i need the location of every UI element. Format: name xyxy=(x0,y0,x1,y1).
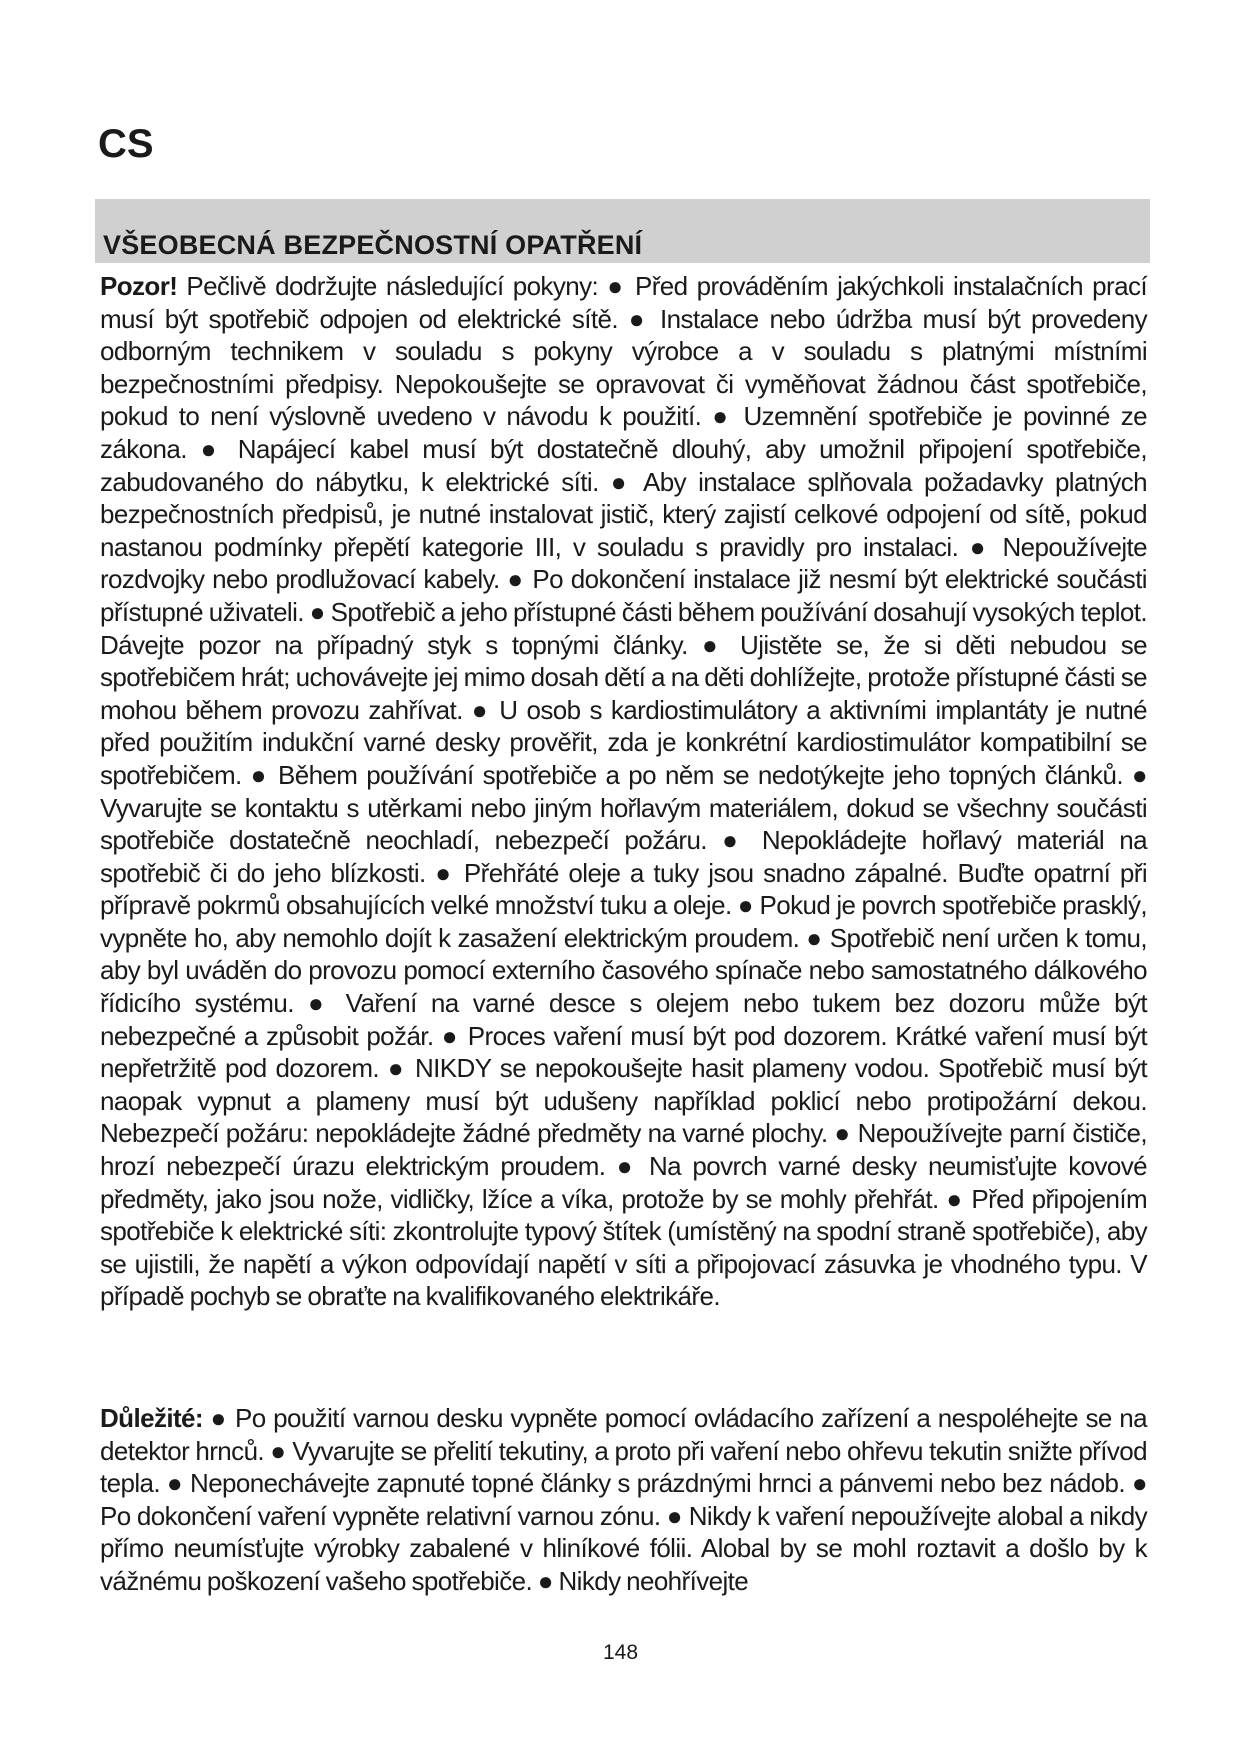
important-text: ● Po použití varnou desku vypněte pomocí ovládacího zařízení a nespoléhejte se na detektor hrnců. ● Vyvarujte se přelití tekutiny, a proto při vaření nebo ohřevu tekutin snižte přívod tepla. ● Neponechávejte zapnuté topné články s prázdnými hrnci a pánvemi nebo bez nádob. ● Po dokončení vaření vypněte relativní varnou zónu. ● Nikdy k vaření nepoužívejte alobal a nikdy přímo neumísťujte výrobky zabalené v hliníkové fólii. Alobal by se mohl roztavit a došlo by k vážnému poškození vašeho spotřebiče. ● Nikdy neohřívejte xyxy=(100,1403,1147,1596)
caution-text: Pečlivě dodržujte následující pokyny: ● Před prováděním jakýchkoli instalačních prací musí být spotřebič odpojen od elektrické sítě. ● Instalace nebo údržba musí být provedeny odborným technikem v souladu s pokyny výrobce a v souladu s platnými místními bezpečnostními předpisy. Nepokoušejte se opravovat či vyměňovat žádnou část spotřebiče, pokud to není výslovně uvedeno v návodu k použití. ● Uzemnění spotřebiče je povinné ze zákona. ● Napájecí kabel musí být dostatečně dlouhý, aby umožnil připojení spotřebiče, zabudovaného do nábytku, k elektrické síti. ● Aby instalace splňovala požadavky platných bezpečnostních předpisů, je nutné instalovat jistič, který zajistí celkové odpojení od sítě, pokud nastanou podmínky přepětí kategorie III, v souladu s pravidly pro instalaci. ● Nepoužívejte rozdvojky nebo prodlužovací kabely. ● Po dokončení instalace již nesmí být elektrické součásti přístupné uživateli. ● Spotřebič a jeho přístupné části během používání dosahují vysokých teplot. Dávejte pozor na případný styk s topnými články. ● Ujistěte se, že si děti nebudou se spotřebičem hrát; uchovávejte jej mimo dosah dětí a na děti dohlížejte, protože přístupné části se mohou během provozu zahřívat. ● U osob s kardiostimulátory a aktivními implantáty je nutné před použitím indukční varné desky prověřit, zda je konkrétní kardiostimulátor kompatibilní se spotřebičem. ● Během používání spotřebiče a po něm se nedotýkejte jeho topných článků. ● Vyvarujte se kontaktu s utěrkami nebo jiným hořlavým materiálem, dokud se všechny součásti spotřebiče dostatečně neochladí, nebezpečí požáru. ● Nepokládejte hořlavý materiál na spotřebič či do jeho blízkosti. ● Přehřáté oleje a tuky jsou snadno zápalné. Buďte opatrní při přípravě pokrmů obsahujících velké množství tuku a oleje. ● Pokud je povrch spotřebiče prasklý, vypněte ho, aby nemohlo dojít k zasažení elektrickým proudem. ● Spotřebič není určen k tomu, aby byl uváděn do provozu pomocí externího časového spínače nebo samostatného dálkového řídicího systému. ● Vaření na varné desce s olejem nebo tukem bez dozoru může být nebezpečné a způsobit požár. ● Proces vaření musí být pod dozorem. Krátké vaření musí být nepřetržitě pod dozorem. ● NIKDY se nepokoušejte hasit plameny vodou. Spotřebič musí být naopak vypnut a plameny musí být udušeny například poklicí nebo protipožární dekou. Nebezpečí požáru: nepokládejte žádné předměty na varné plochy. ● Nepoužívejte parní čističe, hrozí nebezpečí úrazu elektrickým proudem. ● Na povrch varné desky neumisťujte kovové předměty, jako jsou nože, vidličky, lžíce a víka, protože by se mohly přehřát. ● Před připojením spotřebiče k elektrické síti: zkontrolujte typový štítek (umístěný na spodní straně spotřebiče), aby se ujistili, že napětí a výkon odpovídají napětí v síti a připojovací zásuvka je vhodného typu. V případě pochyb se obraťte na kvalifikovaného elektrikáře. xyxy=(100,271,1147,1312)
important-lead: Důležité: xyxy=(100,1403,203,1433)
safety-paragraph-important xyxy=(100,1402,1147,1598)
section-header-bar xyxy=(95,199,1150,263)
language-code: CS xyxy=(98,122,154,166)
caution-lead: Pozor! xyxy=(100,271,178,301)
safety-paragraph-caution xyxy=(100,270,1147,1313)
section-title: VŠEOBECNÁ BEZPEČNOSTNÍ OPATŘENÍ xyxy=(103,230,643,260)
page-number: 148 xyxy=(602,1641,639,1664)
